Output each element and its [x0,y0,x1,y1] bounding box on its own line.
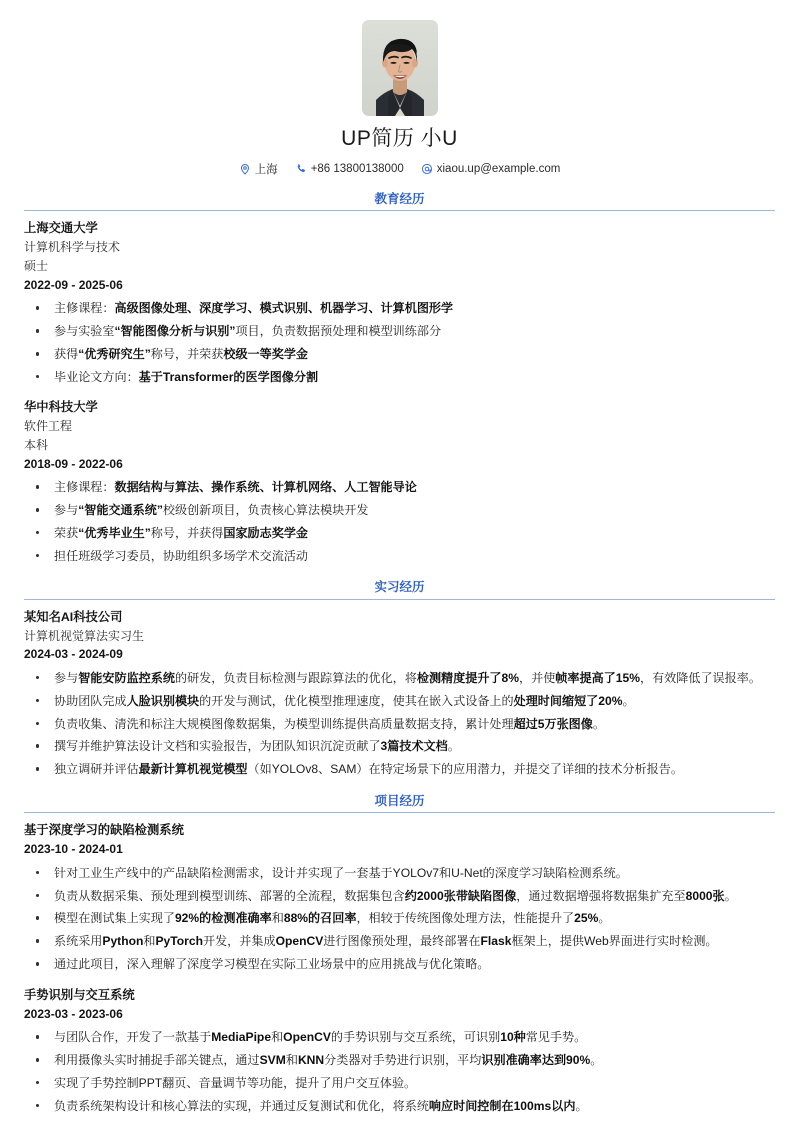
bullet-item: 针对工业生产线中的产品缺陷检测需求，设计并实现了一套基于YOLOv7和U-Net的深度学习缺陷检测系统。 [24,864,775,882]
bullet-list [24,299,775,386]
bullet-item: 协助团队完成人脸识别模块的开发与测试，优化模型推理速度，使其在嵌入式设备上的处理时间缩短了20%。 [24,692,775,710]
bullet-item: 实现了手势控制PPT翻页、音量调节等功能，提升了用户交互体验。 [24,1074,775,1092]
section-title: 教育经历 [374,192,425,207]
bullet-item: 荣获“优秀毕业生”称号，并获得国家励志奖学金 [24,524,775,542]
bullet-list [24,864,775,974]
bullet-item: 与团队合作，开发了一款基于MediaPipe和OpenCV的手势识别与交互系统，可识别10种常见手势。 [24,1028,775,1046]
bullet-item: 获得“优秀研究生”称号，并荣获校级一等奖学金 [24,345,775,363]
resume-section [24,191,775,565]
entry-title: 上海交通大学 [24,221,98,236]
entry-degree: 本科 [24,438,49,452]
email-at-icon [421,163,433,175]
entry-date: 2023-10 - 2024-01 [24,842,123,857]
bullet-item: 撰写并维护算法设计文档和实验报告，为团队知识沉淀贡献了3篇技术文档。 [24,737,775,755]
contact-location-text: 上海 [254,164,278,177]
section-divider [24,812,775,813]
entry-subtitle: 计算机科学与技术 [24,240,121,255]
phone-icon [295,163,307,175]
entry-title: 基于深度学习的缺陷检测系统 [24,822,184,837]
resume-entry [24,608,775,779]
entry-date: 2023-03 - 2023-06 [24,1006,123,1021]
bullet-item: 负责系统架构设计和核心算法的实现，并通过反复测试和优化，将系统响应时间控制在100ms以内。 [24,1097,775,1115]
bullet-item: 系统采用Python和PyTorch开发，并集成OpenCV进行图像预处理，最终部署在Flask框架上，提供Web界面进行实时检测。 [24,932,775,950]
contact-list [24,161,775,177]
resume-section [24,579,775,778]
bullet-item: 参与“智能交通系统”校级创新项目，负责核心算法模块开发 [24,501,775,519]
location-pin-icon [239,163,251,175]
contact-email-text: xiaou.up@example.com [436,163,561,176]
bullet-item: 主修课程：高级图像处理、深度学习、模式识别、机器学习、计算机图形学 [24,299,775,317]
bullet-item: 担任班级学习委员，协助组织多场学术交流活动 [24,547,775,565]
bullet-list [24,1028,775,1115]
contact-email [421,163,561,175]
section-title: 实习经历 [374,580,425,595]
bullet-item: 负责从数据采集、预处理到模型训练、部署的全流程，数据集包含约2000张带缺陷图像，通过数据增强将数据集扩充至8000张。 [24,887,775,905]
resume-header [24,0,775,177]
bullet-item: 通过此项目，深入理解了深度学习模型在实际工业场景中的应用挑战与优化策略。 [24,955,775,973]
section-divider [24,210,775,211]
contact-location [239,161,278,177]
entry-title: 华中科技大学 [24,400,98,415]
entry-subtitle: 计算机视觉算法实习生 [24,628,145,643]
resume-sections [24,191,775,1115]
entry-date: 2018-09 - 2022-06 [24,456,123,471]
resume-entry [24,398,775,565]
section-divider [24,599,775,600]
entry-date: 2022-09 - 2025-06 [24,277,123,292]
entry-date: 2024-03 - 2024-09 [24,647,123,662]
page-title: UP简历 小U [341,127,458,150]
bullet-list [24,478,775,565]
bullet-item: 利用摄像头实时捕捉手部关键点，通过SVM和KNN分类器对手势进行识别，平均识别准确率达到90%。 [24,1051,775,1069]
bullet-item: 毕业论文方向：基于Transformer的医学图像分割 [24,368,775,386]
avatar [362,20,438,116]
bullet-item: 参与智能安防监控系统的研发，负责目标检测与跟踪算法的优化，将检测精度提升了8%，并使帧率提高了15%，有效降低了误报率。 [24,669,775,687]
entry-title: 手势识别与交互系统 [24,987,135,1002]
resume-entry [24,986,775,1116]
resume-entry [24,821,775,974]
bullet-item: 模型在测试集上实现了92%的检测准确率和88%的召回率，相较于传统图像处理方法，性能提升了25%。 [24,909,775,927]
bullet-list [24,669,775,779]
bullet-item: 独立调研并评估最新计算机视觉模型（如YOLOv8、SAM）在特定场景下的应用潜力，并提交了详细的技术分析报告。 [24,760,775,778]
entry-degree: 硕士 [24,259,49,274]
resume-section [24,793,775,1116]
profile-photo [362,20,438,116]
bullet-item: 参与实验室“智能图像分析与识别”项目，负责数据预处理和模型训练部分 [24,322,775,340]
contact-phone-text: +86 13800138000 [310,163,404,176]
bullet-item: 负责收集、清洗和标注大规模图像数据集，为模型训练提供高质量数据支持，累计处理超过5万张图像。 [24,715,775,733]
bullet-item: 主修课程：数据结构与算法、操作系统、计算机网络、人工智能导论 [24,478,775,496]
entry-title: 某知名AI科技公司 [24,609,123,624]
section-title: 项目经历 [374,793,425,808]
resume-entry [24,219,775,386]
entry-subtitle: 软件工程 [24,419,73,434]
contact-phone [295,163,404,175]
